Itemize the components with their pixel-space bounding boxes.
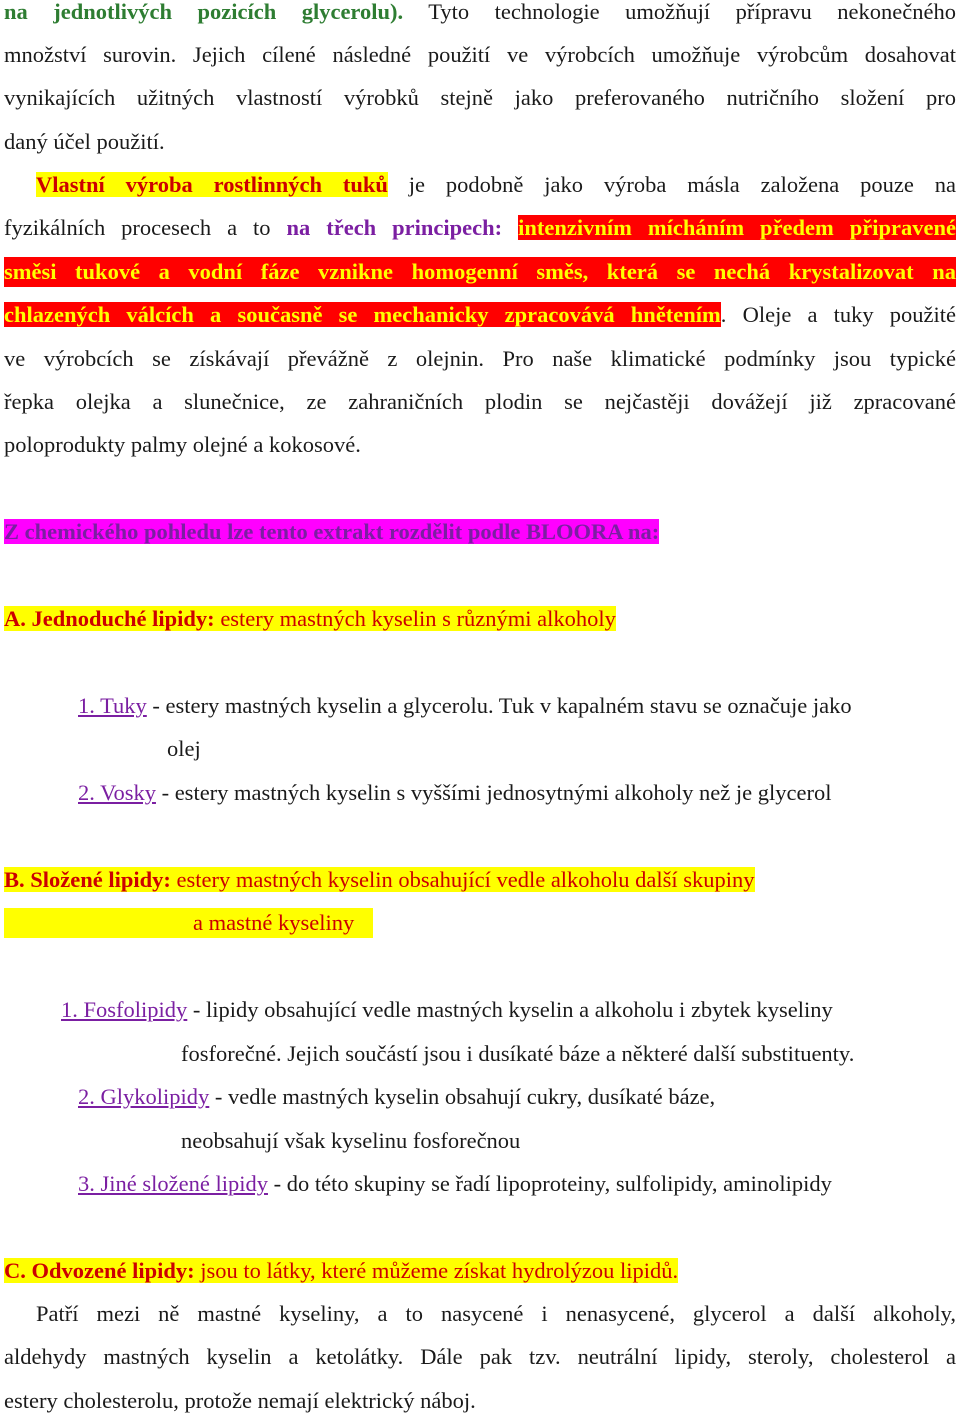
para2-line5: ve výrobcích se získávají převážně z olejnin. Pro naše klimatické podmínky jsou typické — [4, 346, 956, 371]
link-fosfolipidy[interactable]: 1. Fosfolipidy — [61, 997, 188, 1022]
bloor-heading: Z chemického pohledu lze tento extrakt rozdělit podle BLOORA na: — [4, 519, 660, 544]
section-b-item-3: 3. Jiné složené lipidy - do této skupiny se řadí lipoproteiny, sulfolipidy, aminolipidy — [78, 1171, 832, 1196]
section-a-item-1-cont: olej — [167, 736, 201, 761]
section-b-heading: B. Složené lipidy: estery mastných kyselin obsahující vedle alkoholu další skupiny — [4, 867, 755, 892]
para2-line1: Vlastní výroba rostlinných tuků je podobně jako výroba másla založena pouze na — [36, 172, 957, 197]
para1-line2: množství surovin. Jejich cílené následné použití ve výrobcích umožňuje výrobcům dosahovat — [4, 42, 956, 67]
highlight-vegetable-fat: Vlastní výroba rostlinných tuků — [36, 172, 388, 197]
para2-line3: směsi tukové a vodní fáze vznikne homogenní směs, která se nechá krystalizovat na — [4, 257, 956, 287]
section-a-item-2: 2. Vosky - estery mastných kyselin s vyššími jednosytnými alkoholy než je glycerol — [78, 780, 832, 805]
link-glykolipidy[interactable]: 2. Glykolipidy — [78, 1084, 210, 1109]
para2-line6: řepka olejka a slunečnice, ze zahraničních plodin se nejčastěji dovážejí již zpracované — [4, 389, 956, 414]
section-b-heading-cont: a mastné kyseliny — [193, 910, 355, 935]
section-a-item-1: 1. Tuky - estery mastných kyselin a glycerolu. Tuk v kapalném stavu se označuje jako — [78, 693, 852, 718]
para1-line4: daný účel použití. — [4, 129, 165, 154]
link-tuky[interactable]: 1. Tuky — [78, 693, 147, 718]
section-a-heading: A. Jednoduché lipidy: estery mastných kyselin s různými alkoholy — [4, 606, 616, 631]
section-c-line3: estery cholesterolu, protože nemají elektrický náboj. — [4, 1388, 476, 1413]
para1-line1: na jednotlivých pozicích glycerolu). Tyto technologie umožňují přípravu nekonečného — [4, 0, 956, 24]
section-b-item-2: 2. Glykolipidy - vedle mastných kyselin obsahují cukry, dusíkaté báze, — [78, 1084, 716, 1109]
section-b-item-1: 1. Fosfolipidy - lipidy obsahující vedle mastných kyselin a alkoholu i zbytek kyseliny — [61, 997, 833, 1022]
para2-line4: chlazených válcích a současně se mechanicky zpracovává hnětením. Oleje a tuky použité — [4, 302, 956, 327]
para1-line3: vynikajících užitných vlastností výrobků stejně jako preferovaného nutričního složení pro — [4, 85, 956, 110]
section-b-item-1-cont: fosforečné. Jejich součástí jsou i dusíkaté báze a některé další substituenty. — [181, 1041, 855, 1066]
section-c-line1: Patří mezi ně mastné kyseliny, a to nasycené i nenasycené, glycerol a další alkoholy, — [36, 1301, 956, 1326]
highlight-principles: intenzivním mícháním předem připravené — [518, 215, 956, 240]
section-c-heading: C. Odvozené lipidy: jsou to látky, které můžeme získat hydrolýzou lipidů. — [4, 1258, 679, 1283]
para2-line2: fyzikálních procesech a to na třech principech: intenzivním mícháním předem připravené — [4, 215, 956, 240]
section-b-item-2-cont: neobsahují však kyselinu fosforečnou — [181, 1128, 521, 1153]
section-c-line2: aldehydy mastných kyselin a ketolátky. Dále pak tzv. neutrální lipidy, steroly, cholesterol a — [4, 1344, 956, 1369]
link-jine-slozene-lipidy[interactable]: 3. Jiné složené lipidy — [78, 1171, 268, 1196]
link-vosky[interactable]: 2. Vosky — [78, 780, 156, 805]
para2-line7: poloprodukty palmy olejné a kokosové. — [4, 432, 361, 457]
